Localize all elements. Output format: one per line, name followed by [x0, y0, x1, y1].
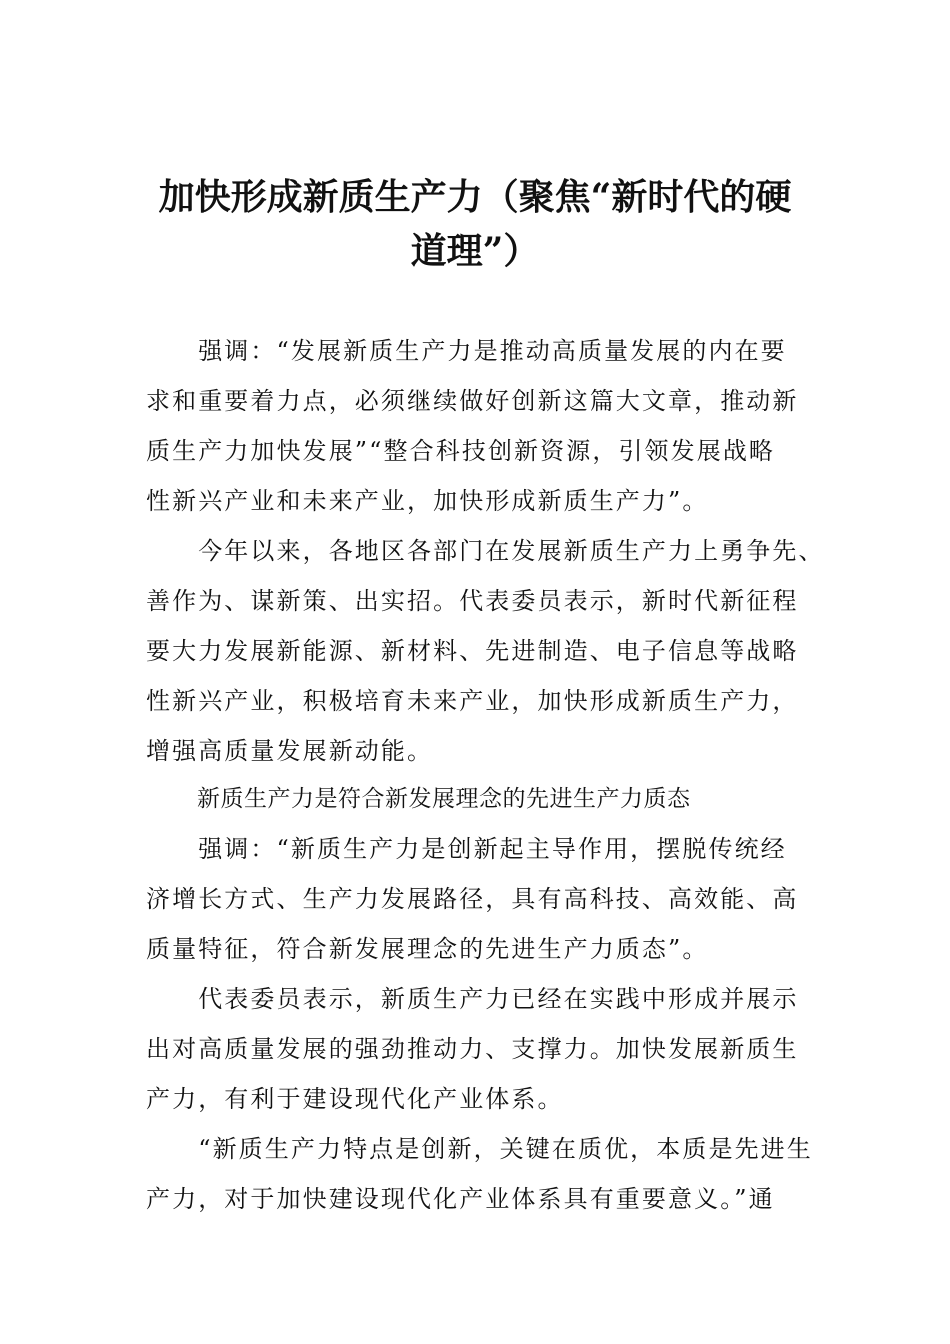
paragraph-line: 善作为、谋新策、出实招。代表委员表示，新时代新征程 — [146, 587, 799, 615]
paragraph-line: 要大力发展新能源、新材料、先进制造、电子信息等战略 — [146, 637, 799, 665]
paragraph-line: 产力，有利于建设现代化产业体系。 — [146, 1085, 564, 1113]
document-title-line-2: 道理”） — [410, 230, 540, 272]
paragraph-line: 强调：“新质生产力是创新起主导作用，摆脱传统经 — [146, 835, 787, 863]
section-heading: 新质生产力是符合新发展理念的先进生产力质态 — [197, 786, 691, 812]
paragraph-line: 强调：“发展新质生产力是推动高质量发展的内在要 — [146, 337, 787, 365]
paragraph-line: 产力，对于加快建设现代化产业体系具有重要意义。”通 — [146, 1185, 775, 1213]
paragraph-line: 质生产力加快发展”“整合科技创新资源，引领发展战略 — [146, 437, 776, 465]
paragraph-line: 出对高质量发展的强劲推动力、支撑力。加快发展新质生 — [146, 1035, 799, 1063]
paragraph-line: 求和重要着力点，必须继续做好创新这篇大文章，推动新 — [146, 387, 799, 415]
paragraph-line: 增强高质量发展新动能。 — [146, 737, 434, 765]
paragraph-line: 性新兴产业，积极培育未来产业，加快形成新质生产力， — [146, 687, 799, 715]
paragraph-line: 质量特征，符合新发展理念的先进生产力质态”。 — [146, 935, 709, 963]
paragraph-line: 性新兴产业和未来产业，加快形成新质生产力”。 — [146, 487, 709, 515]
paragraph-line: 今年以来，各地区各部门在发展新质生产力上勇争先、 — [146, 537, 825, 565]
document-title-line-1: 加快形成新质生产力（聚焦“新时代的硬 — [158, 176, 792, 218]
paragraph-line: “新质生产力特点是创新，关键在质优，本质是先进生 — [146, 1135, 813, 1163]
paragraph-line: 代表委员表示，新质生产力已经在实践中形成并展示 — [146, 985, 799, 1013]
paragraph-line: 济增长方式、生产力发展路径，具有高科技、高效能、高 — [146, 885, 799, 913]
